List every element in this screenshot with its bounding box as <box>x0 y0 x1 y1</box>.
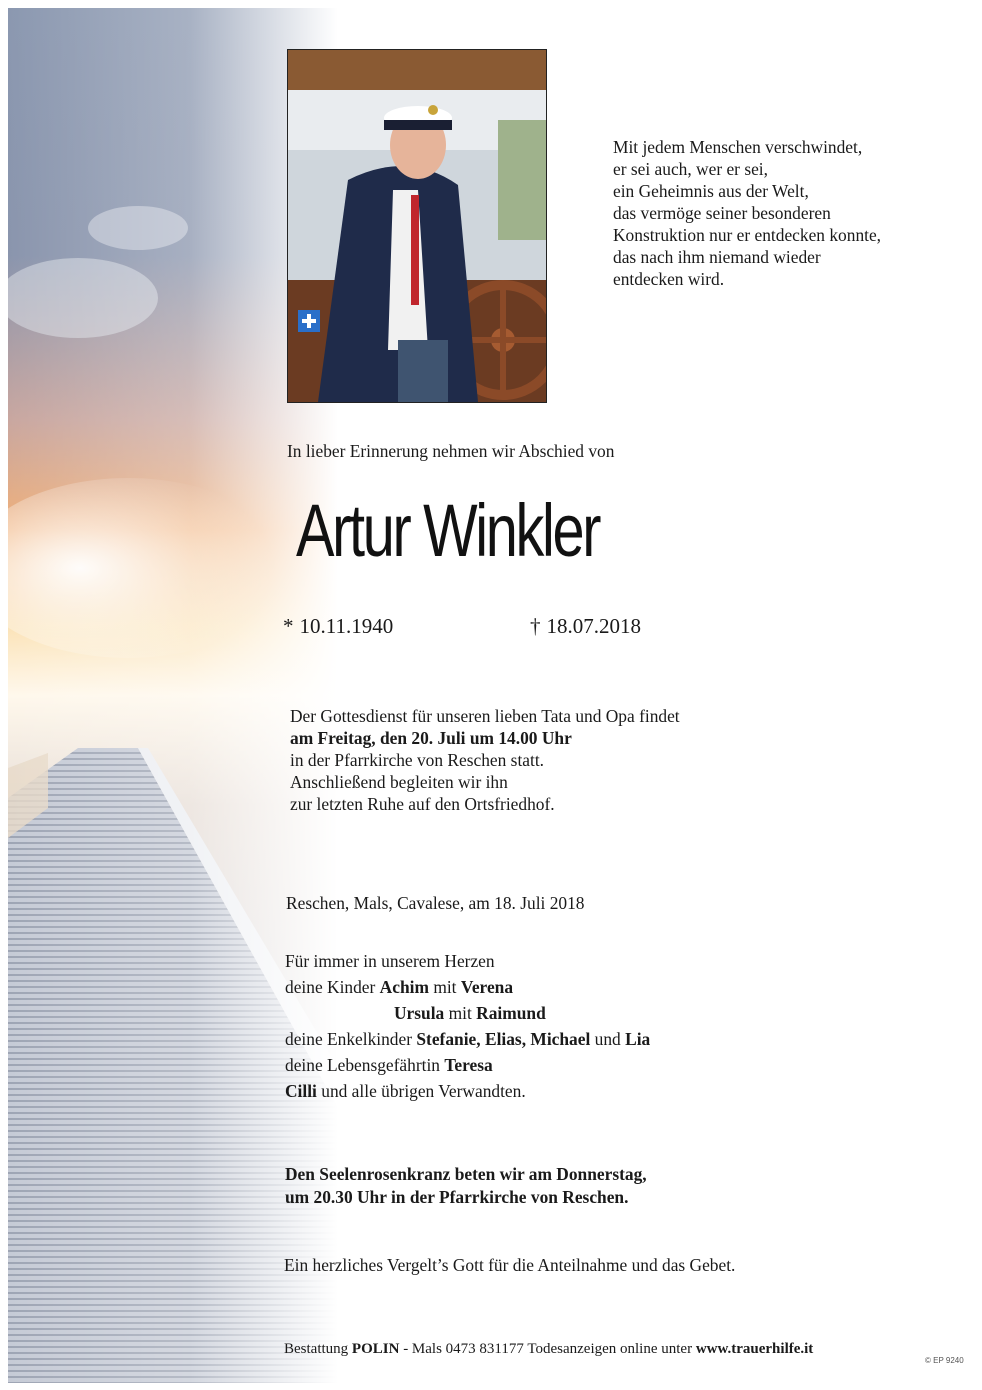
funeral-service-info <box>290 705 680 815</box>
deceased-name: Artur Winkler <box>296 489 600 572</box>
relatives-line: Cilli und alle übrigen Verwandten. <box>285 1081 526 1101</box>
grandchildren-line: deine Enkelkinder Stefanie, Elias, Michael und Lia <box>285 1029 651 1049</box>
mourners-list <box>285 948 650 1104</box>
children-line: deine Kinder Achim mit Verena <box>285 977 514 997</box>
portrait-photo <box>287 49 547 403</box>
children-line: Ursula mit Raimund <box>394 1003 546 1023</box>
company-name: POLIN <box>351 1341 400 1357</box>
death-date-value: 18.07.2018 <box>546 614 641 638</box>
service-datetime: am Freitag, den 20. Juli um 14.00 Uhr <box>290 728 572 748</box>
birth-symbol: * <box>283 614 294 638</box>
document-code: © EP 9240 <box>925 1356 964 1365</box>
quote-line: Konstruktion nur er entdecken konnte, <box>613 225 882 245</box>
intro-text: In lieber Erinnerung nehmen wir Abschied von <box>287 441 615 461</box>
quote-line: Mit jedem Menschen verschwindet, <box>613 137 863 157</box>
thanks-text: Ein herzliches Vergelt’s Gott für die Anteilnahme und das Gebet. <box>284 1255 736 1275</box>
quote-line: entdecken wird. <box>613 269 725 289</box>
service-line: Der Gottesdienst für unseren lieben Tata und Opa findet <box>290 706 680 726</box>
family-intro: Für immer in unserem Herzen <box>285 951 495 971</box>
memorial-quote <box>613 136 881 290</box>
rosary-line: um 20.30 Uhr in der Pfarrkirche von Reschen. <box>285 1187 629 1207</box>
website-link[interactable]: www.trauerhilfe.it <box>695 1341 814 1357</box>
service-line: zur letzten Ruhe auf den Ortsfriedhof. <box>290 794 555 814</box>
birth-date-value: 10.11.1940 <box>299 614 394 638</box>
quote-line: ein Geheimnis aus der Welt, <box>613 181 809 201</box>
quote-line: er sei auch, wer er sei, <box>613 159 768 179</box>
birth-date <box>283 614 393 639</box>
service-line: Anschließend begleiten wir ihn <box>290 772 508 792</box>
funeral-home-footer: Bestattung POLIN - Mals 0473 831177 Todesanzeigen online unter www.trauerhilfe.it <box>284 1341 814 1357</box>
place-and-date: Reschen, Mals, Cavalese, am 18. Juli 2018 <box>286 893 585 913</box>
service-line: in der Pfarrkirche von Reschen statt. <box>290 750 545 770</box>
cross-icon: † <box>530 614 541 638</box>
rosary-line: Den Seelenrosenkranz beten wir am Donnerstag, <box>285 1164 647 1184</box>
partner-line: deine Lebensgefährtin Teresa <box>285 1055 493 1075</box>
quote-line: das nach ihm niemand wieder <box>613 247 821 267</box>
quote-line: das vermöge seiner besonderen <box>613 203 831 223</box>
death-date <box>530 614 641 639</box>
rosary-info <box>285 1163 647 1209</box>
